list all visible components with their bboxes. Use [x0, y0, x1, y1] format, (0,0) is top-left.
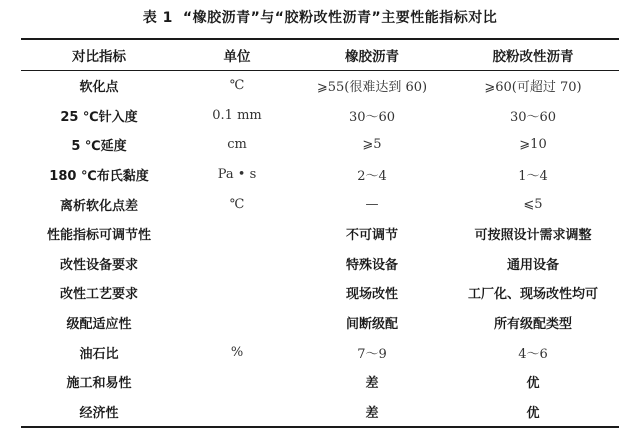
cell-crumb-value: 优 [526, 405, 540, 421]
cell-crumb-value: 1～4 [518, 169, 548, 185]
cell-rubber-value: 2～4 [357, 169, 387, 185]
cell-unit: ℃ [229, 196, 245, 212]
cell-indicator: 改性工艺要求 [59, 287, 138, 303]
cell-indicator: 经济性 [79, 405, 119, 421]
cell-rubber-value: 不可调节 [345, 228, 398, 244]
header-rubber-asphalt: 橡胶沥青 [345, 49, 399, 65]
cell-unit [177, 278, 297, 308]
comparison-table [21, 38, 619, 428]
cell-unit: % [230, 344, 244, 360]
cell-crumb-value: ⩾10 [519, 137, 547, 153]
table-row [21, 367, 619, 397]
cell-crumb-value: 可按照设计需求调整 [474, 228, 592, 244]
cell-unit: 0.1 mm [212, 107, 262, 123]
cell-rubber-value: ⩾5 [362, 137, 382, 153]
cell-indicator: 5 ℃延度 [71, 139, 127, 155]
cell-rubber-value: 差 [365, 405, 379, 421]
cell-rubber-value: ⩾55(很难达到 60) [316, 80, 428, 96]
table-body [21, 71, 619, 428]
cell-unit: Pa • s [217, 167, 257, 183]
cell-crumb-value: 通用设备 [506, 257, 559, 273]
cell-indicator: 性能指标可调节性 [46, 228, 151, 244]
table-title: “橡胶沥青”与“胶粉改性沥青”主要性能指标对比 [182, 10, 498, 26]
cell-indicator: 施工和易性 [66, 376, 132, 392]
cell-crumb-value: 30～60 [509, 109, 557, 125]
table-row [21, 130, 619, 160]
cell-indicator: 油石比 [79, 346, 119, 362]
header-indicator: 对比指标 [72, 49, 126, 65]
cell-unit [177, 219, 297, 249]
cell-unit: cm [227, 137, 247, 153]
cell-indicator: 软化点 [79, 80, 119, 96]
header-unit: 单位 [223, 49, 251, 65]
table-row [21, 278, 619, 308]
cell-unit [177, 397, 297, 428]
cell-unit [177, 367, 297, 397]
cell-rubber-value: 特殊设备 [345, 257, 398, 273]
table-row [21, 308, 619, 338]
table-number: 表 1 [142, 10, 173, 26]
cell-crumb-value: 4～6 [518, 346, 548, 362]
table-row [21, 71, 619, 101]
cell-indicator: 改性设备要求 [59, 257, 138, 273]
table-row [21, 101, 619, 131]
cell-rubber-value: 差 [365, 376, 379, 392]
table-header-row [21, 39, 619, 71]
cell-crumb-value: 优 [526, 376, 540, 392]
table-row [21, 337, 619, 367]
cell-indicator: 离析软化点差 [59, 198, 138, 214]
cell-crumb-value: 工厂化、现场改性均可 [467, 287, 598, 303]
header-crumb-rubber-modified-asphalt: 胶粉改性沥青 [492, 49, 574, 65]
cell-indicator: 180 ℃布氏黏度 [49, 169, 149, 185]
cell-unit [177, 308, 297, 338]
cell-unit: ℃ [229, 78, 245, 94]
table-row [21, 219, 619, 249]
cell-rubber-value: 7～9 [357, 346, 387, 362]
table-row [21, 160, 619, 190]
cell-crumb-value: 所有级配类型 [493, 317, 572, 333]
table-row [21, 249, 619, 279]
cell-indicator: 级配适应性 [66, 317, 132, 333]
table-row [21, 397, 619, 428]
cell-rubber-value: — [365, 196, 379, 212]
cell-crumb-value: ⩾60(可超过 70) [484, 80, 582, 96]
cell-unit [177, 249, 297, 279]
cell-indicator: 25 ℃针入度 [60, 109, 138, 125]
table-caption [0, 8, 640, 30]
cell-rubber-value: 30～60 [348, 109, 396, 125]
table-row [21, 189, 619, 219]
cell-crumb-value: ⩽5 [523, 196, 543, 212]
cell-rubber-value: 现场改性 [345, 287, 398, 303]
cell-rubber-value: 间断级配 [345, 317, 398, 333]
